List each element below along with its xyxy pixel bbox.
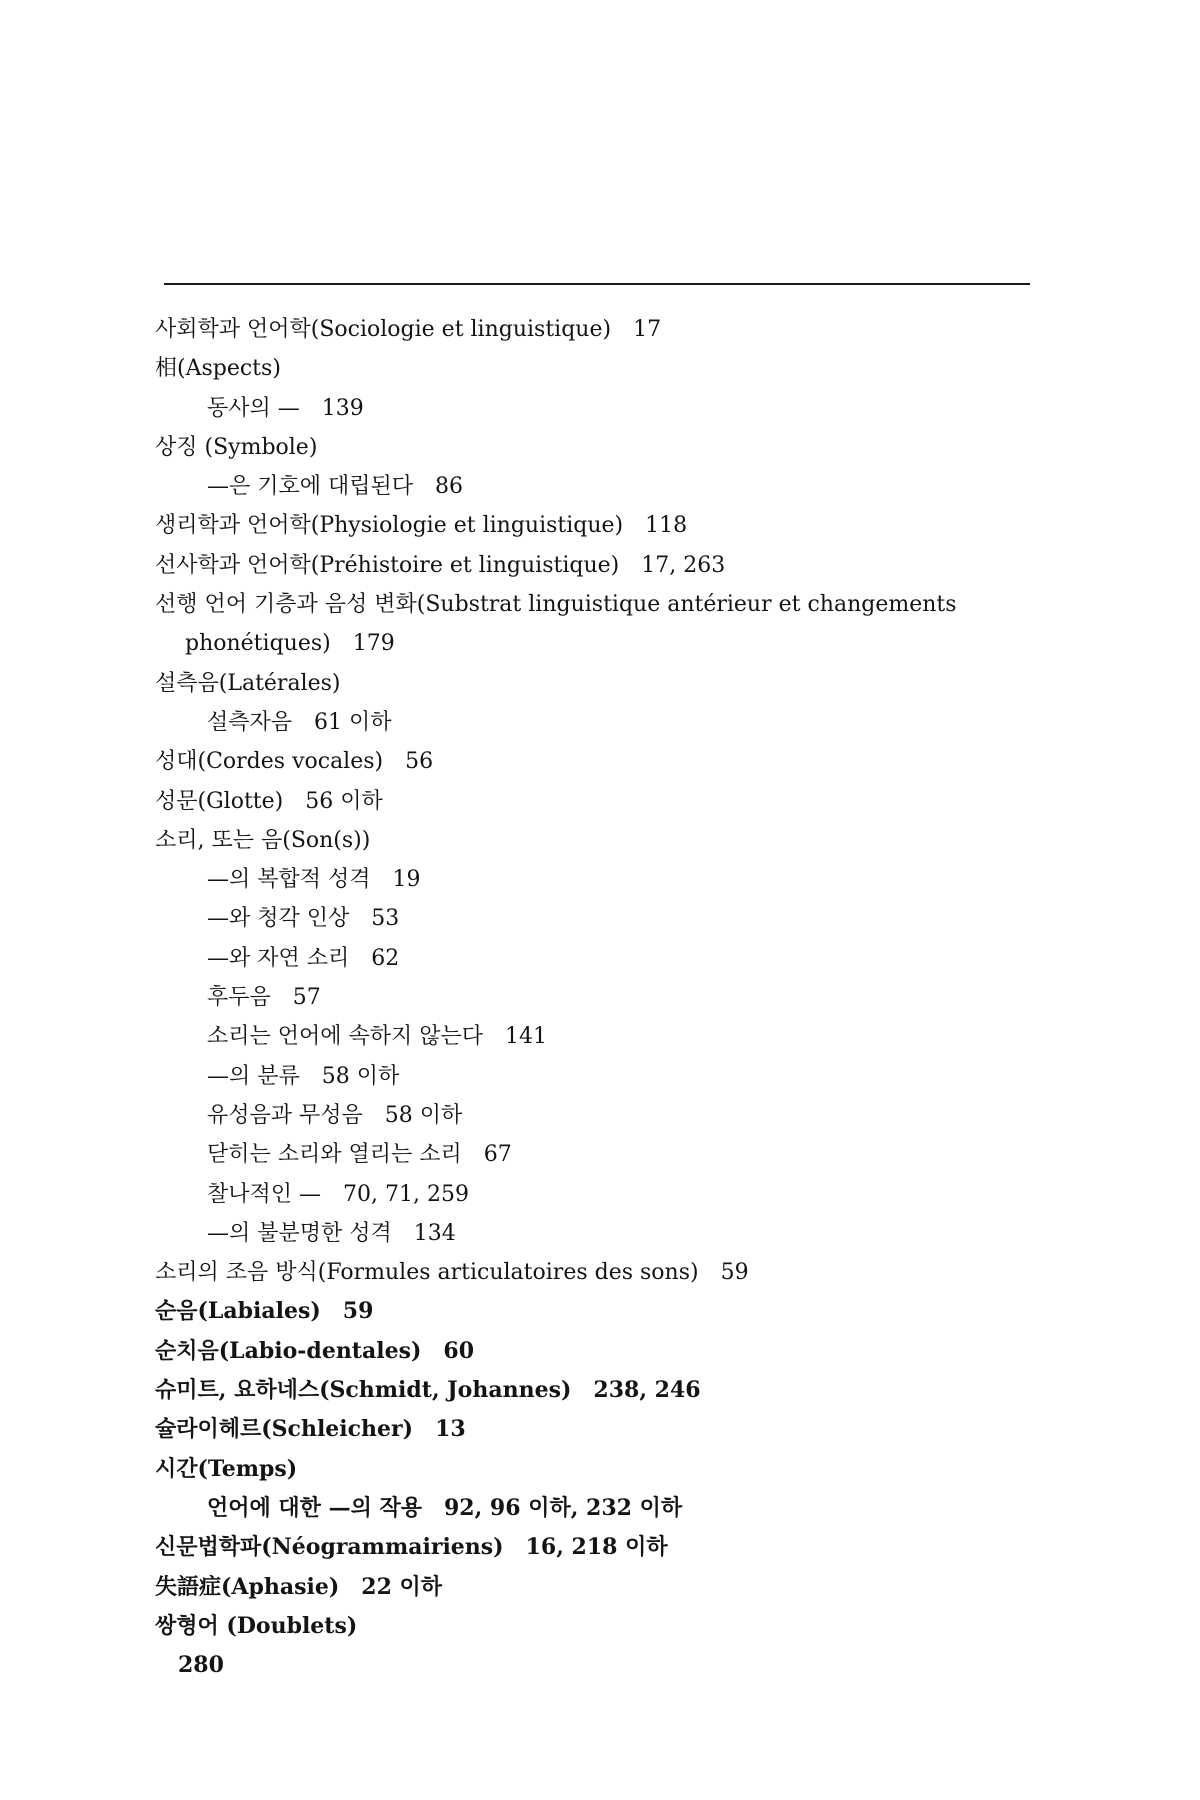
index-term: 사회학과 언어학(Sociologie et linguistique) xyxy=(155,317,612,342)
index-term: 失語症(Aphasie) xyxy=(155,1573,340,1600)
index-pages: 56 이하 xyxy=(305,788,383,814)
index-term: 슐라이헤르(Schleicher) xyxy=(155,1416,414,1443)
index-pages: 17, 263 xyxy=(641,552,726,578)
index-term: 닫히는 소리와 열리는 소리 xyxy=(207,1142,462,1168)
index-term: 선사학과 언어학(Préhistoire et linguistique) xyxy=(155,552,620,578)
index-term: 성문(Glotte) xyxy=(155,788,284,814)
index-entry xyxy=(155,1528,1035,1567)
index-subentry xyxy=(155,978,1035,1017)
index-term: —의 분류 xyxy=(207,1063,300,1089)
index-term: 성대(Cordes vocales) xyxy=(155,749,384,775)
index-pages: 60 xyxy=(443,1337,475,1364)
index-term: —의 불분명한 성격 xyxy=(207,1220,392,1246)
index-entry xyxy=(155,821,1035,860)
index-entry xyxy=(155,1410,1035,1449)
index-entry xyxy=(155,310,1035,349)
index-term: —와 청각 인상 xyxy=(207,906,350,932)
index-term: 시간(Temps) xyxy=(155,1455,298,1482)
index-pages: 92, 96 이하, 232 이하 xyxy=(444,1494,683,1521)
index-pages: 141 xyxy=(505,1024,548,1050)
index-term: 유성음과 무성음 xyxy=(207,1102,363,1128)
page-number: 280 xyxy=(178,1652,224,1678)
index-term: —의 복합적 성격 xyxy=(207,867,371,893)
index-pages: 58 이하 xyxy=(321,1063,400,1089)
index-term: 소리는 언어에 속하지 않는다 xyxy=(207,1024,484,1050)
index-entry xyxy=(155,1607,1035,1646)
index-subentry xyxy=(155,899,1035,938)
index-pages: 139 xyxy=(321,395,364,421)
index-subentry xyxy=(155,939,1035,978)
index-pages: 134 xyxy=(413,1220,456,1246)
index-subentry xyxy=(155,467,1035,506)
index-pages: 53 xyxy=(371,906,400,932)
index-entry xyxy=(155,782,1035,821)
index-pages: 56 xyxy=(405,749,434,775)
index-pages: 179 xyxy=(352,631,395,657)
index-term: 상징 (Symbole) xyxy=(155,434,318,460)
index-pages: 62 xyxy=(371,945,400,971)
index-subentry xyxy=(155,1135,1035,1174)
index-entry-continuation xyxy=(155,624,1035,663)
index-pages: 59 xyxy=(720,1260,749,1286)
index-term: 찰나적인 — xyxy=(207,1181,322,1207)
index-pages: 57 xyxy=(292,985,321,1011)
index-pages: 22 이하 xyxy=(361,1573,443,1600)
index-pages: 61 이하 xyxy=(314,709,392,735)
index-term: 슈미트, 요하네스(Schmidt, Johannes) xyxy=(155,1377,572,1404)
index-subentry xyxy=(155,1017,1035,1056)
index-entry xyxy=(155,1332,1035,1371)
index-subentry xyxy=(155,703,1035,742)
index-pages: 16, 218 이하 xyxy=(525,1534,668,1561)
index-term: 신문법학파(Néogrammairiens) xyxy=(155,1534,504,1561)
index-entry xyxy=(155,349,1035,388)
index-term: 언어에 대한 —의 작용 xyxy=(207,1494,422,1521)
index-term: 소리의 조음 방식(Formules articulatoires des sons) xyxy=(155,1260,699,1286)
index-term: 순음(Labiales) xyxy=(155,1298,321,1325)
index-pages: 70, 71, 259 xyxy=(343,1181,469,1207)
index-term: 선행 언어 기층과 음성 변화(Substrat linguistique antérieur et changements xyxy=(155,592,957,618)
index-entry xyxy=(155,428,1035,467)
index-term: 순치음(Labio-dentales) xyxy=(155,1337,422,1364)
index-entry xyxy=(155,664,1035,703)
index-term: 생리학과 언어학(Physiologie et linguistique) xyxy=(155,513,624,539)
index-pages: 238, 246 xyxy=(593,1377,701,1404)
index-term: 동사의 — xyxy=(207,395,300,421)
index-term: phonétiques) xyxy=(185,631,331,657)
index-subentry xyxy=(155,1096,1035,1135)
index-entry xyxy=(155,506,1035,545)
index-term: —은 기호에 대립된다 xyxy=(207,474,414,500)
index-term: 相(Aspects) xyxy=(155,356,281,382)
index-subentry xyxy=(155,1057,1035,1096)
index-term: 후두음 xyxy=(207,985,271,1011)
index-entry xyxy=(155,1253,1035,1292)
index-list xyxy=(155,310,1035,1646)
index-pages: 17 xyxy=(633,317,662,342)
index-subentry xyxy=(155,1489,1035,1528)
index-term: 설측음(Latérales) xyxy=(155,670,341,696)
index-pages: 118 xyxy=(645,513,688,539)
index-pages: 59 xyxy=(342,1298,374,1325)
index-pages: 13 xyxy=(435,1416,466,1443)
index-entry xyxy=(155,1450,1035,1489)
index-subentry xyxy=(155,1214,1035,1253)
header-rule xyxy=(164,283,1030,285)
index-term: 쌍형어 (Doublets) xyxy=(155,1612,358,1639)
index-pages: 58 이하 xyxy=(384,1102,463,1128)
index-term: 설측자음 xyxy=(207,709,293,735)
index-entry xyxy=(155,546,1035,585)
index-pages: 19 xyxy=(392,867,421,893)
index-subentry xyxy=(155,1175,1035,1214)
index-entry xyxy=(155,742,1035,781)
index-pages: 86 xyxy=(435,474,464,500)
index-subentry xyxy=(155,389,1035,428)
index-entry xyxy=(155,585,1035,624)
index-pages: 67 xyxy=(483,1142,512,1168)
index-entry xyxy=(155,1568,1035,1607)
index-entry xyxy=(155,1371,1035,1410)
index-term: —와 자연 소리 xyxy=(207,945,350,971)
index-subentry xyxy=(155,860,1035,899)
index-entry xyxy=(155,1292,1035,1331)
index-term: 소리, 또는 음(Son(s)) xyxy=(155,827,371,853)
